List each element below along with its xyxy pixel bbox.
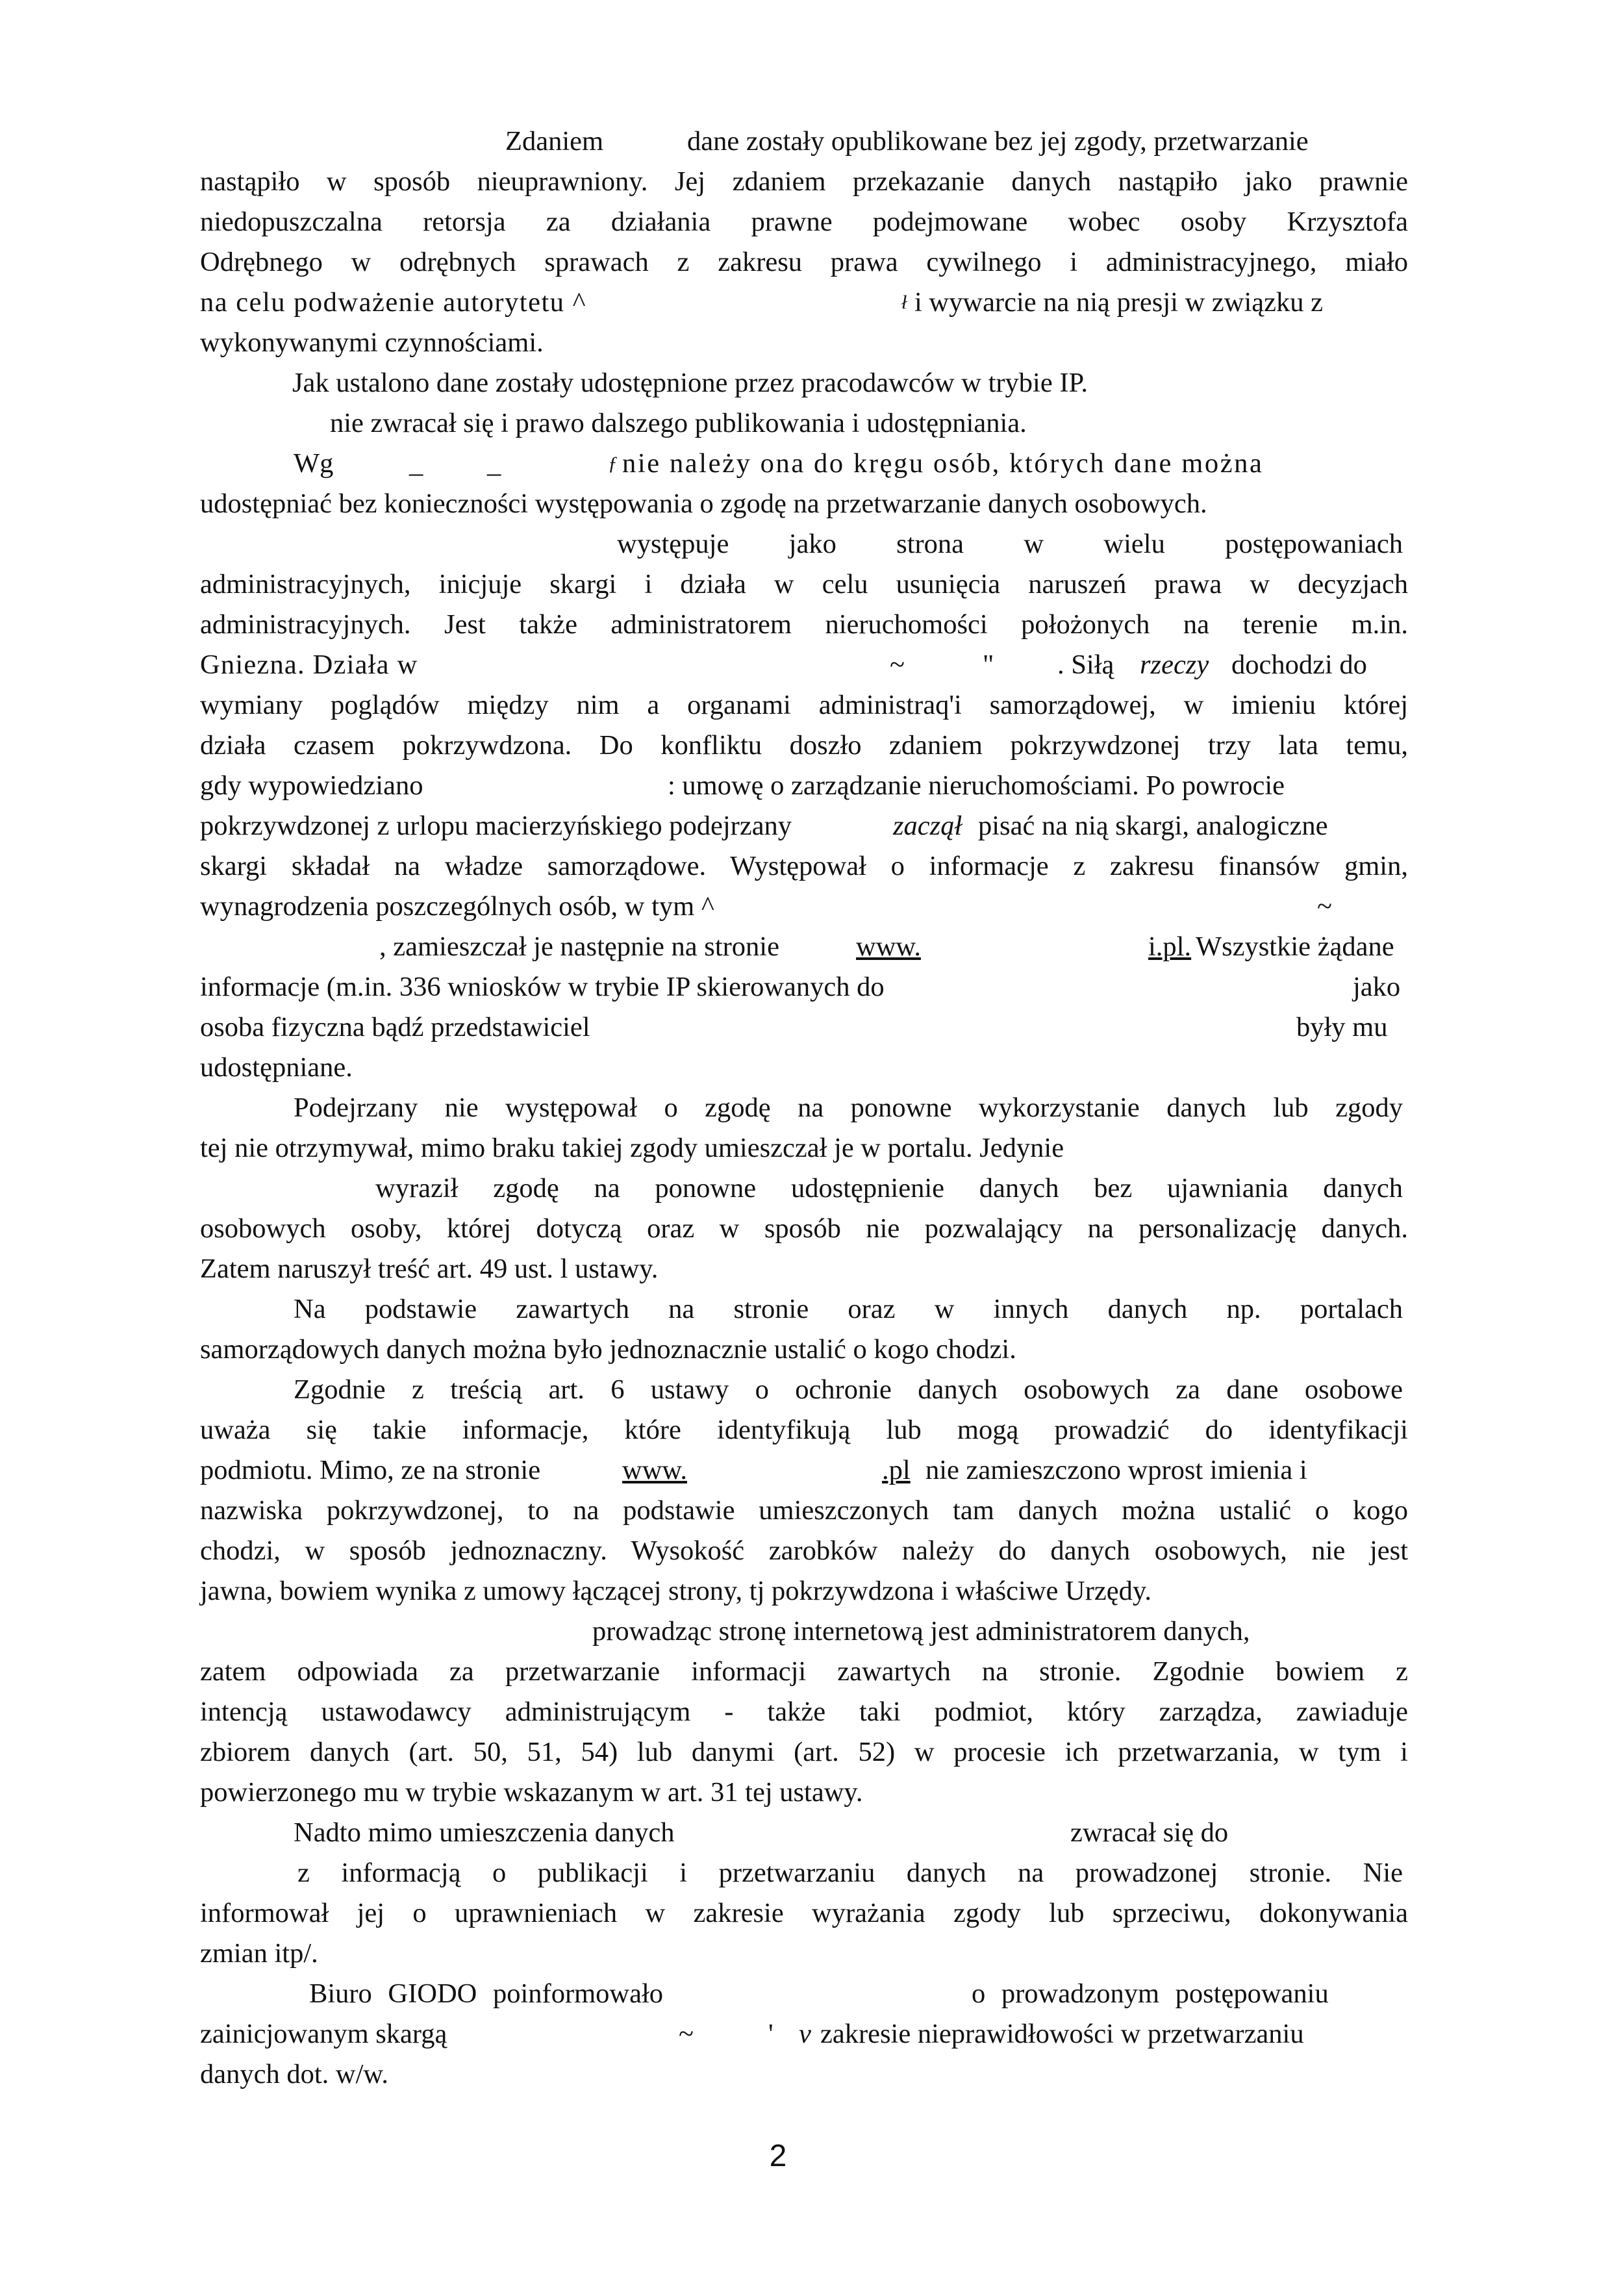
text-line: powierzonego mu w trybie wskazanym w art. 31 tej ustawy. (200, 1777, 863, 1808)
text-line: Na podstawie zawartych na stronie oraz w innych danych np. portalach (294, 1294, 1403, 1324)
text-fragment: gdy wypowiedziano (200, 770, 423, 801)
text-fragment: Gniezna. Działa w (200, 650, 418, 680)
text-line: Jak ustalono dane zostały udostępnione przez pracodawców w trybie IP. (292, 368, 1088, 398)
text-line (200, 927, 1408, 967)
text-fragment: były mu (1296, 1012, 1388, 1042)
text-line (200, 444, 1408, 484)
text-line (200, 766, 1408, 806)
text-line: skargi składał na władze samorządowe. Występował o informacje z zakresu finansów gmin, (200, 851, 1408, 881)
text-line (200, 1007, 1408, 1048)
text-fragment: Biuro GIODO poinformowało (309, 1978, 664, 2009)
text-fragment: Zdaniem (505, 126, 604, 157)
text-fragment: na celu podważenie autorytetu ^ (200, 287, 587, 318)
text-fragment: o prowadzonym postępowaniu (972, 1978, 1329, 2009)
website-link-domain[interactable]: i.pl. (1148, 931, 1192, 962)
text-fragment: dane zostały opublikowane bez jej zgody, przetwarzanie (687, 126, 1309, 157)
text-line: wymiany poglądów między nim a organami administraq'i samorządowej, w imieniu której (200, 690, 1408, 720)
text-fragment: dochodzi do (1231, 650, 1367, 680)
text-line: prowadząc stronę internetową jest administratorem danych, (592, 1616, 1250, 1646)
text-line: samorządowych danych można było jednoznacznie ustalić o kogo chodzi. (200, 1334, 1016, 1365)
text-fragment: , zamieszczał je następnie na stronie (379, 931, 779, 962)
scan-mark: ~ (1317, 891, 1332, 922)
scan-mark: ł (901, 292, 907, 313)
text-line: zatem odpowiada za przetwarzanie informacji zawartych na stronie. Zgodnie bowiem z (200, 1656, 1408, 1687)
website-link-domain[interactable]: .pl (882, 1455, 911, 1485)
text-line: osobowych osoby, której dotyczą oraz w sposób nie pozwalający na personalizację danych. (200, 1213, 1408, 1244)
text-line (200, 1450, 1408, 1491)
text-fragment: zakresie nieprawidłowości w przetwarzaniu (820, 2019, 1304, 2049)
text-line: Zatem naruszył treść art. 49 ust. l ustawy. (200, 1254, 659, 1284)
text-line (200, 1974, 1408, 2014)
text-fragment: : umowę o zarządzanie nieruchomościami. Po powrocie (668, 770, 1285, 801)
scan-mark: " (983, 650, 994, 680)
text-line: chodzi, w sposób jednoznaczny. Wysokość zarobków należy do danych osobowych, nie jest (200, 1535, 1408, 1566)
text-fragment: Wg (294, 448, 334, 479)
text-line (200, 887, 1408, 927)
scan-mark: ~ (890, 650, 905, 680)
text-fragment: zwracał się do (1070, 1817, 1229, 1848)
text-fragment: i wywarcie na nią presji w związku z (914, 287, 1323, 318)
text-line: działa czasem pokrzywdzona. Do konfliktu doszło zdaniem pokrzywdzonej trzy lata temu, (200, 730, 1408, 761)
scan-mark: ~ (679, 2019, 694, 2049)
text-line: udostępniać bez konieczności występowania o zgodę na przetwarzanie danych osobowych. (200, 488, 1207, 519)
text-line: z informacją o publikacji i przetwarzaniu danych na prowadzonej stronie. Nie (297, 1858, 1403, 1888)
text-fragment: pokrzywdzonej z urlopu macierzyńskiego podejrzany (200, 811, 792, 841)
scan-mark: ' (768, 2019, 774, 2049)
text-line: wykonywanymi czynnościami. (200, 327, 544, 358)
text-fragment: pisać na nią skargi, analogiczne (978, 811, 1328, 841)
text-line: nie zwracał się i prawo dalszego publikowania i udostępniania. (330, 408, 1027, 438)
text-line: Zgodnie z treścią art. 6 ustawy o ochronie danych osobowych za dane osobowe (294, 1374, 1403, 1405)
text-fragment: Wszystkie żądane (1196, 931, 1394, 962)
text-line: niedopuszczalna retorsja za działania prawne podejmowane wobec osoby Krzysztofa (200, 207, 1408, 237)
text-line (200, 1813, 1408, 1853)
text-fragment: . Siłą (1057, 650, 1114, 680)
text-line: informował jej o uprawnieniach w zakresie wyrażania zgody lub sprzeciwu, dokonywania (200, 1898, 1408, 1928)
text-fragment: informacje (m.in. 336 wniosków w trybie IP skierowanych do (200, 972, 885, 1002)
text-fragment: rzeczy (1140, 650, 1209, 680)
text-line: nazwiska pokrzywdzonej, to na podstawie umieszczonych tam danych można ustalić o kogo (200, 1495, 1408, 1526)
text-line: administracyjnych. Jest także administratorem nieruchomości położonych na terenie m.in. (200, 609, 1408, 640)
text-fragment: zainicjowanym skargą (200, 2019, 447, 2049)
text-line: uważa się takie informacje, które identyfikują lub mogą prowadzić do identyfikacji (200, 1415, 1408, 1445)
text-line (200, 806, 1408, 846)
text-line: wyraził zgodę na ponowne udostępnienie danych bez ujawniania danych (375, 1173, 1403, 1204)
text-line: występuje jako strona w wielu postępowaniach (617, 529, 1403, 559)
text-line (200, 645, 1408, 685)
scan-mark: _ (487, 448, 501, 479)
text-line: Podejrzany nie występował o zgodę na ponowne wykorzystanie danych lub zgody (294, 1092, 1403, 1123)
text-fragment: zaczął (893, 811, 962, 841)
text-fragment: podmiotu. Mimo, ze na stronie (200, 1455, 541, 1485)
text-fragment: Nadto mimo umieszczenia danych (294, 1817, 675, 1848)
text-line: administracyjnych, inicjuje skargi i działa w celu usunięcia naruszeń prawa w decyzjach (200, 569, 1408, 599)
text-fragment: jako (1353, 972, 1401, 1002)
text-fragment: wynagrodzenia poszczególnych osób, w tym ^ (200, 891, 714, 922)
text-line: Odrębnego w odrębnych sprawach z zakresu prawa cywilnego i administracyjnego, miało (200, 247, 1408, 277)
scan-mark: ƒ (608, 453, 618, 474)
text-line (200, 2014, 1408, 2054)
text-fragment: osoba fizyczna bądź przedstawiciel (200, 1012, 590, 1042)
text-fragment: nie należy ona do kręgu osób, których dane można (622, 448, 1264, 479)
text-fragment: nie zamieszczono wprost imienia i (925, 1455, 1307, 1485)
website-link[interactable]: www. (622, 1455, 687, 1485)
text-line (200, 283, 1408, 323)
text-line: jawna, bowiem wynika z umowy łączącej strony, tj pokrzywdzona i właściwe Urzędy. (200, 1576, 1151, 1606)
page-number: 2 (769, 2139, 787, 2173)
text-line (200, 967, 1408, 1007)
text-line: intencją ustawodawcy administrującym - także taki podmiot, który zarządza, zawiaduje (200, 1697, 1408, 1727)
text-line: tej nie otrzymywał, mimo braku takiej zgody umieszczał je w portalu. Jedynie (200, 1133, 1064, 1163)
scan-mark: _ (409, 448, 423, 479)
text-line: zbiorem danych (art. 50, 51, 54) lub danymi (art. 52) w procesie ich przetwarzania, w tym i (200, 1737, 1408, 1767)
text-line (200, 121, 1408, 162)
text-line: danych dot. w/w. (200, 2059, 388, 2089)
text-fragment: v (799, 2019, 811, 2049)
text-line: nastąpiło w sposób nieuprawniony. Jej zdaniem przekazanie danych nastąpiło jako prawnie (200, 166, 1408, 197)
text-line: udostępniane. (200, 1052, 353, 1083)
text-line: zmian itp/. (200, 1938, 318, 1969)
website-link[interactable]: www. (856, 931, 921, 962)
